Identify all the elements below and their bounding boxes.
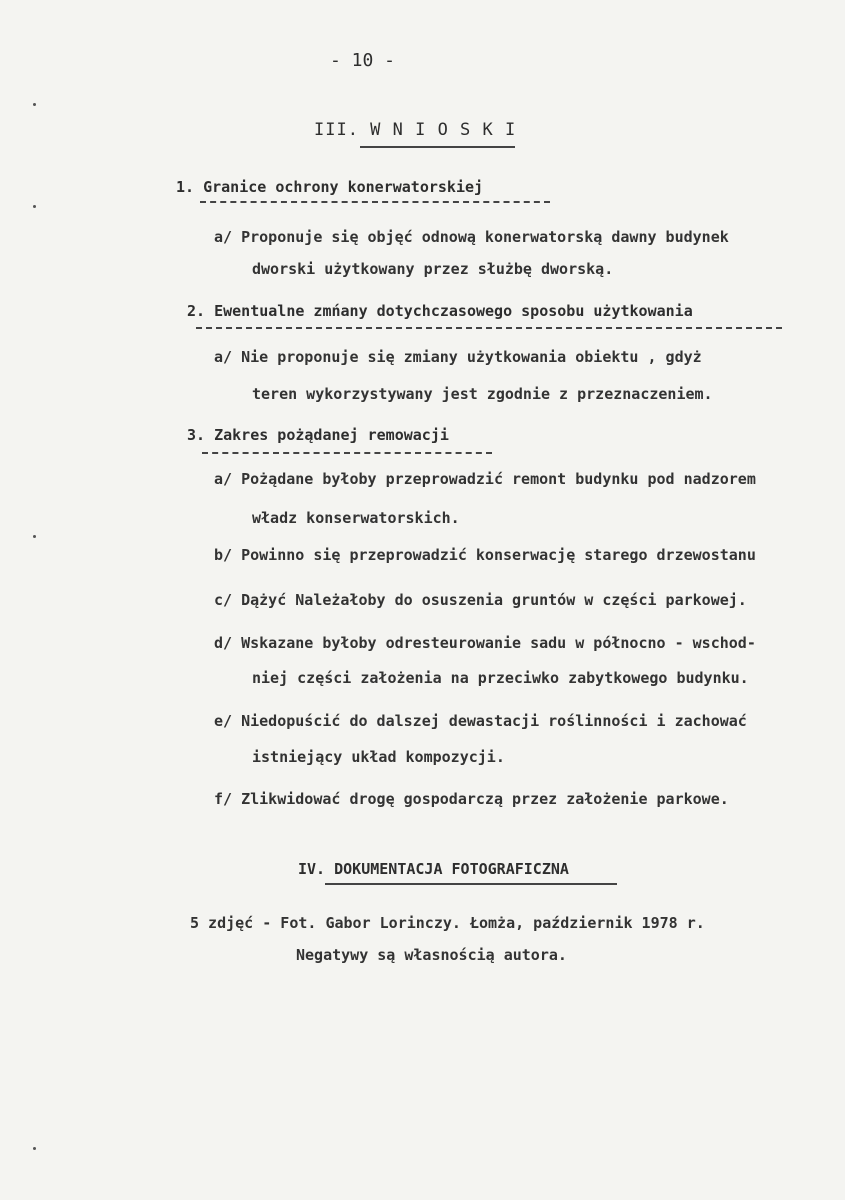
point-3-a-line-2: władz konserwatorskich. [252, 509, 460, 527]
paper-speck [33, 535, 36, 538]
paper-speck [33, 1147, 36, 1150]
point-3-f-line-1: f/ Zlikwidować drogę gospodarczą przez założenie parkowe. [214, 790, 729, 808]
point-3-e-line-1: e/ Niedopuścić do dalszej dewastacji roślinności i zachować [214, 712, 747, 730]
point-3-b-line-1: b/ Powinno się przeprowadzić konserwację starego drzewostanu [214, 546, 756, 564]
underline-point-2 [196, 327, 782, 329]
point-3-heading: 3. Zakres pożądanej remowacji [187, 426, 449, 444]
paper-speck [33, 205, 36, 208]
photo-doc-line-1: 5 zdjęć - Fot. Gabor Lorinczy. Łomża, październik 1978 r. [190, 914, 705, 932]
underline-wnioski [360, 146, 515, 148]
point-1-heading: 1. Granice ochrony konerwatorskiej [176, 178, 484, 196]
point-1-a-line-1: a/ Proponuje się objęć odnową konerwatorską dawny budynek [214, 228, 729, 246]
paper-speck [33, 103, 36, 106]
page-number: - 10 - [330, 50, 396, 71]
point-2-a-line-2: teren wykorzystywany jest zgodnie z przeznaczeniem. [252, 385, 713, 403]
point-3-c-line-1: c/ Dążyć Należałoby do osuszenia gruntów w części parkowej. [214, 591, 747, 609]
point-3-a-line-1: a/ Pożądane byłoby przeprowadzić remont budynku pod nadzorem [214, 470, 756, 488]
point-3-d-line-2: niej części założenia na przeciwko zabytkowego budynku. [252, 669, 749, 687]
point-3-d-line-1: d/ Wskazane byłoby odresteurowanie sadu w północno - wschod- [214, 634, 756, 652]
underline-dokumentacja [325, 883, 617, 885]
underline-point-3 [202, 452, 492, 454]
underline-point-1 [200, 201, 550, 203]
point-2-a-line-1: a/ Nie proponuje się zmiany użytkowania obiektu , gdyż [214, 348, 702, 366]
section-heading-wnioski: III. W N I O S K I [314, 120, 517, 140]
section-heading-dokumentacja: IV. DOKUMENTACJA FOTOGRAFICZNA [298, 860, 569, 878]
point-2-heading: 2. Ewentualne zmńany dotychczasowego sposobu użytkowania [187, 302, 693, 320]
point-3-e-line-2: istniejący układ kompozycji. [252, 748, 505, 766]
photo-doc-line-2: Negatywy są własnością autora. [296, 946, 567, 964]
point-1-a-line-2: dworski użytkowany przez służbę dworską. [252, 260, 614, 278]
